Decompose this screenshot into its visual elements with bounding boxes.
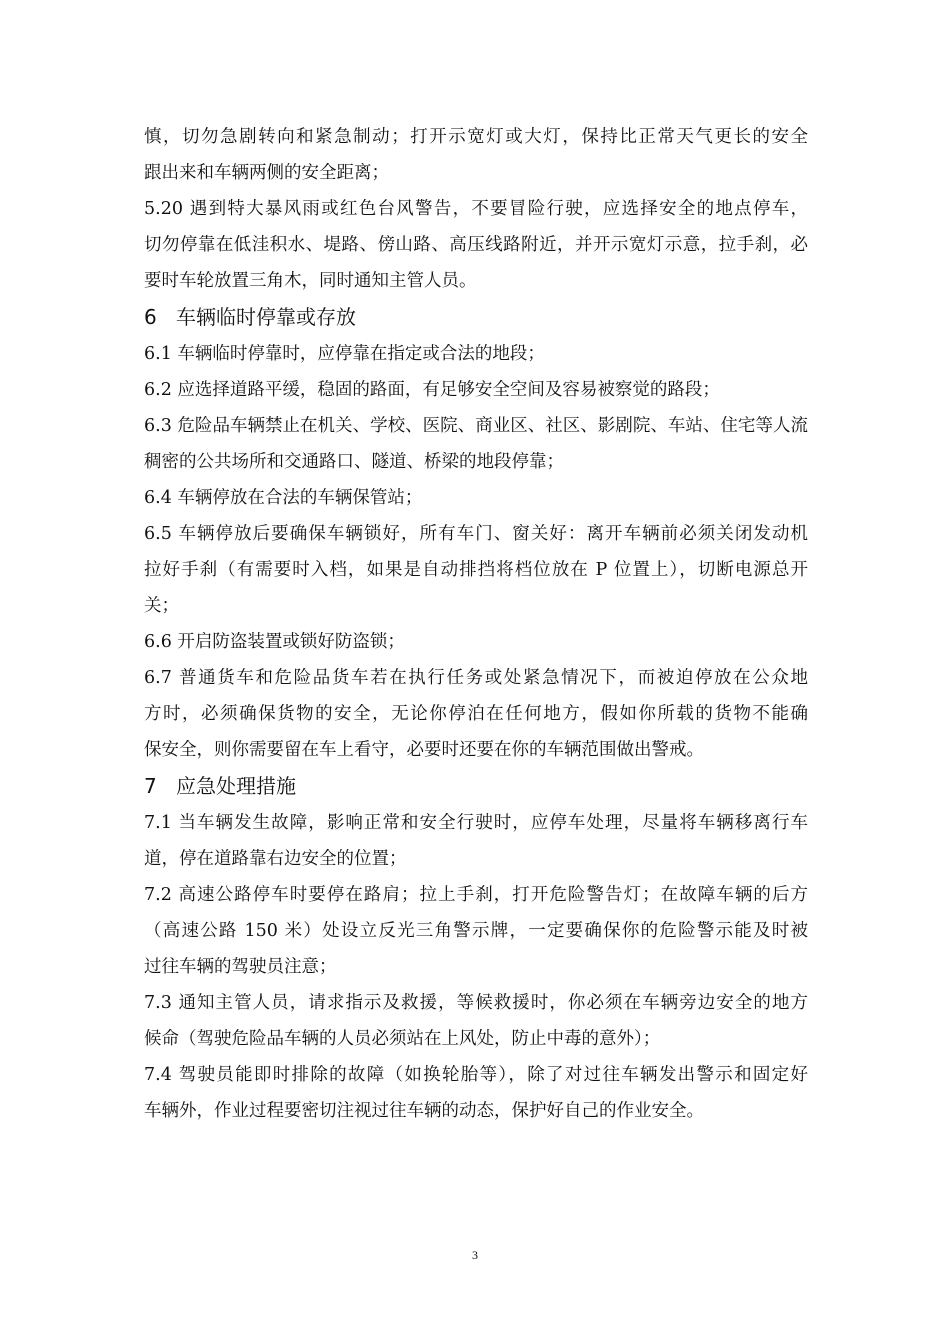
text-line: 保安全，则你需要留在车上看守，必要时还要在你的车辆范围做出警戒。 [144,740,704,760]
text-line: 方时，必须确保货物的安全，无论你停泊在任何地方，假如你所载的货物不能确 [144,704,808,724]
text-line: 过往车辆的驾驶员注意； [144,957,337,977]
text-line: 6.1 车辆临时停靠时，应停靠在指定或合法的地段； [144,344,545,364]
section-title: 车辆临时停靠或存放 [176,305,356,329]
text-line: 7.3 通知主管人员，请求指示及救援，等候救援时，你必须在车辆旁边安全的地方 [144,993,808,1013]
document-body [144,119,808,1129]
text-line: 慎，切勿急剧转向和紧急制动；打开示宽灯或大灯，保持比正常天气更长的安全 [144,127,808,147]
text-line: 7.2 高速公路停车时要停在路肩；拉上手刹，打开危险警告灯；在故障车辆的后方 [144,885,808,905]
paragraph-group-b [144,336,808,768]
paragraph-group-c [144,805,808,1129]
text-line: 关； [144,596,179,616]
text-line: （高速公路 150 米）处设立反光三角警示牌，一定要确保你的危险警示能及时被 [144,921,808,941]
text-line: 道，停在道路靠右边安全的位置； [144,849,407,869]
paragraph-group-a [144,119,808,299]
text-line: 6.5 车辆停放后要确保车辆锁好，所有车门、窗关好：离开车辆前必须关闭发动机 [144,524,808,544]
section-number: 6 [144,305,157,329]
section-heading-7 [144,768,808,805]
text-line: 拉好手刹（有需要时入档，如果是自动排挡将档位放在 P 位置上），切断电源总开 [144,560,808,580]
section-number: 7 [144,774,157,798]
section-heading-6 [144,299,808,336]
page-number: 3 [472,1248,478,1262]
text-line: 6.7 普通货车和危险品货车若在执行任务或处紧急情况下，而被迫停放在公众地 [144,668,808,688]
text-line: 6.2 应选择道路平缓，稳固的路面，有足够安全空间及容易被察觉的路段； [144,380,720,400]
text-line: 切勿停靠在低洼积水、堤路、傍山路、高压线路附近，并开示宽灯示意，拉手刹，必 [144,235,808,255]
section-title: 应急处理措施 [176,774,296,798]
text-line: 6.4 车辆停放在合法的车辆保管站； [144,488,423,508]
text-line: 稠密的公共场所和交通路口、隧道、桥梁的地段停靠； [144,452,564,472]
text-line: 6.3 危险品车辆禁止在机关、学校、医院、商业区、社区、影剧院、车站、住宅等人流 [144,416,808,436]
text-line: 7.4 驾驶员能即时排除的故障（如换轮胎等），除了对过往车辆发出警示和固定好 [144,1065,808,1085]
text-line: 跟出来和车辆两侧的安全距离； [144,163,389,183]
text-line: 5.20 遇到特大暴风雨或红色台风警告，不要冒险行驶，应选择安全的地点停车， [144,199,808,219]
text-line: 要时车轮放置三角木，同时通知主管人员。 [144,271,477,291]
text-line: 7.1 当车辆发生故障，影响正常和安全行驶时，应停车处理，尽量将车辆移离行车 [144,813,808,833]
text-line: 车辆外，作业过程要密切注视过往车辆的动态，保护好自己的作业安全。 [144,1101,704,1121]
text-line: 候命（驾驶危险品车辆的人员必须站在上风处，防止中毒的意外）； [144,1029,661,1049]
text-line: 6.6 开启防盗装置或锁好防盗锁； [144,632,405,652]
